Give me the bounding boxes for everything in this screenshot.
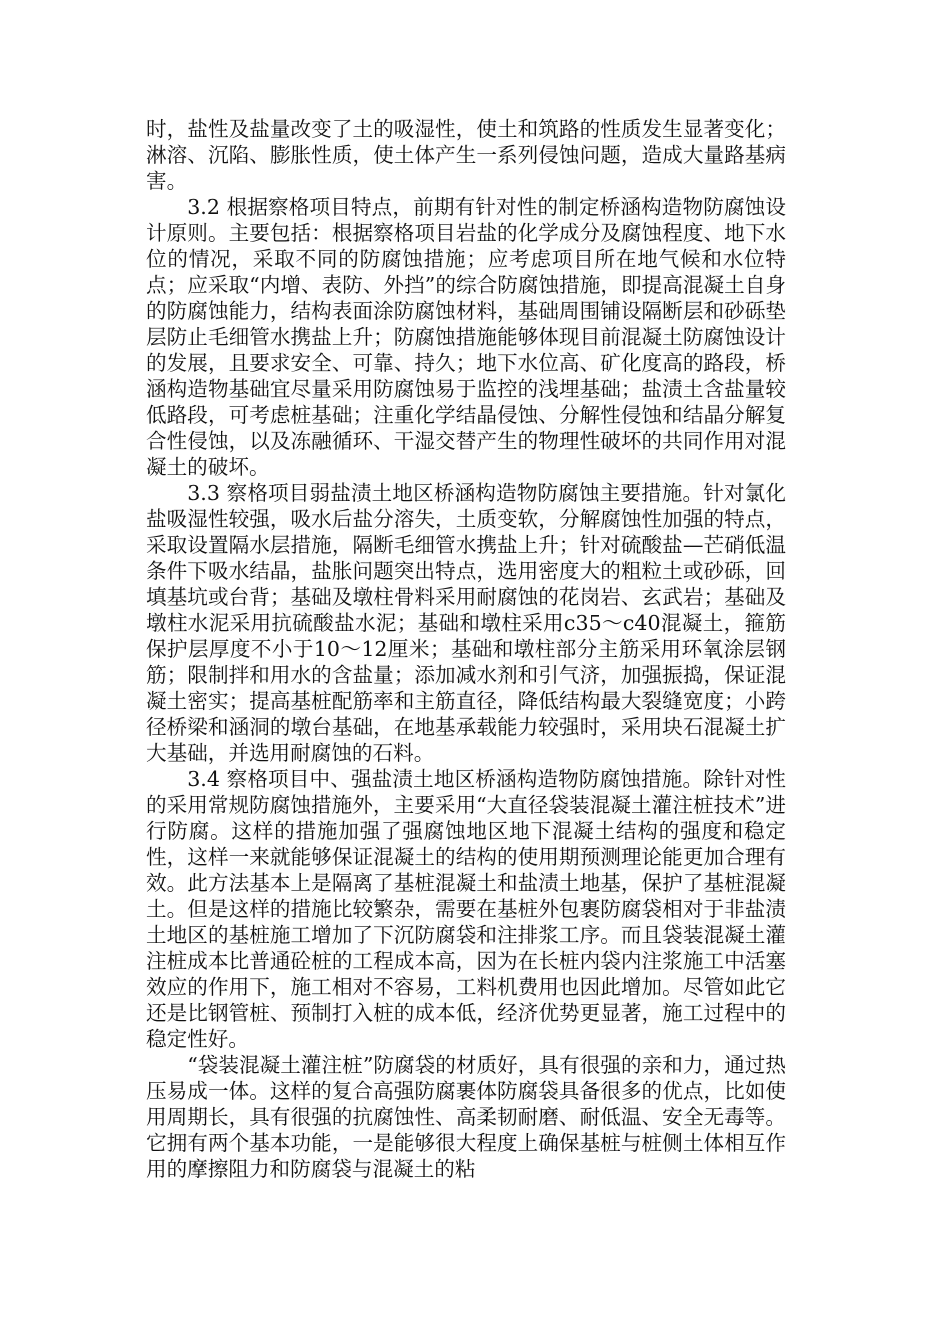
paragraph-3-4: 3.4 察格项目中、强盐渍土地区桥涵构造物防腐蚀措施。除针对性的采用常规防腐蚀措施外，主要采用“大直径袋装混凝土灌注桩技术”进行防腐。这样的措施加强了强腐蚀地区地下混凝土结构的强度和稳定性，这样一来就能够保证混凝土的结构的使用期预测理论能更加合理有效。此方法基本上是隔离了基桩混凝土和盐渍土地基，保护了基桩混凝土。但是这样的措施比较繁杂，需要在基桩外包裹防腐袋相对于非盐渍土地区的基桩施工增加了下沉防腐袋和注排浆工序。而且袋装混凝土灌注桩成本比普通砼桩的工程成本高，因为在长桩内袋内注浆施工中活塞效应的作用下，施工相对不容易，工料机费用也因此增加。尽管如此它还是比钢管桩、预制打入桩的成本低，经济优势更显著，施工过程中的稳定性好。 — [146, 767, 786, 1051]
paragraph-3-2: 3.2 根据察格项目特点，前期有针对性的制定桥涵构造物防腐蚀设计原则。主要包括：根据察格项目岩盐的化学成分及腐蚀程度、地下水位的情况，采取不同的防腐蚀措施；应考虑项目所在地气候和水位特点；应采取“内增、表防、外挡”的综合防腐蚀措施，即提高混凝土自身的防腐蚀能力，结构表面涂防腐蚀材料，基础周围铺设隔断层和砂砾垫层防止毛细管水携盐上升；防腐蚀措施能够体现目前混凝土防腐蚀设计的发展，且要求安全、可靠、持久；地下水位高、矿化度高的路段，桥涵构造物基础宜尽量采用防腐蚀易于监控的浅埋基础；盐渍土含盐量较低路段，可考虑桩基础；注重化学结晶侵蚀、分解性侵蚀和结晶分解复合性侵蚀，以及冻融循环、干湿交替产生的物理性破坏的共同作用对混凝土的破坏。 — [146, 195, 786, 479]
paragraph-3-3: 3.3 察格项目弱盐渍土地区桥涵构造物防腐蚀主要措施。针对氯化盐吸湿性较强，吸水后盐分溶失，土质变软，分解腐蚀性加强的特点，采取设置隔水层措施，隔断毛细管水携盐上升；针对硫酸盐—芒硝低温条件下吸水结晶，盐胀问题突出特点，选用密度大的粗粒土或砂砾，回填基坑或台背；基础及墩柱骨料采用耐腐蚀的花岗岩、玄武岩；基础及墩柱水泥采用抗硫酸盐水泥；基础和墩柱采用c35～c40混凝土，箍筋保护层厚度不小于10～12厘米；基础和墩柱部分主筋采用环氧涂层钢筋；限制拌和用水的含盐量；添加减水剂和引气济，加强振捣，保证混凝土密实；提高基桩配筋率和主筋直径，降低结构最大裂缝宽度；小跨径桥梁和涵洞的墩台基础，在地基承载能力较强时，采用块石混凝土扩大基础，并选用耐腐蚀的石料。 — [146, 481, 786, 765]
paragraph-bag-pile: “袋装混凝土灌注桩”防腐袋的材质好，具有很强的亲和力，通过热压易成一体。这样的复合高强防腐裹体防腐袋具备很多的优点，比如使用周期长，具有很强的抗腐蚀性、高柔韧耐磨、耐低温、安全无毒等。它拥有两个基本功能，一是能够很大程度上确保基桩与桩侧土体相互作用的摩擦阻力和防腐袋与混凝土的粘 — [146, 1053, 786, 1181]
document-body — [146, 116, 786, 1182]
paragraph-continuation: 时，盐性及盐量改变了土的吸湿性，使土和筑路的性质发生显著变化；淋溶、沉陷、膨胀性质，使土体产生一系列侵蚀问题，造成大量路基病害。 — [146, 117, 786, 193]
